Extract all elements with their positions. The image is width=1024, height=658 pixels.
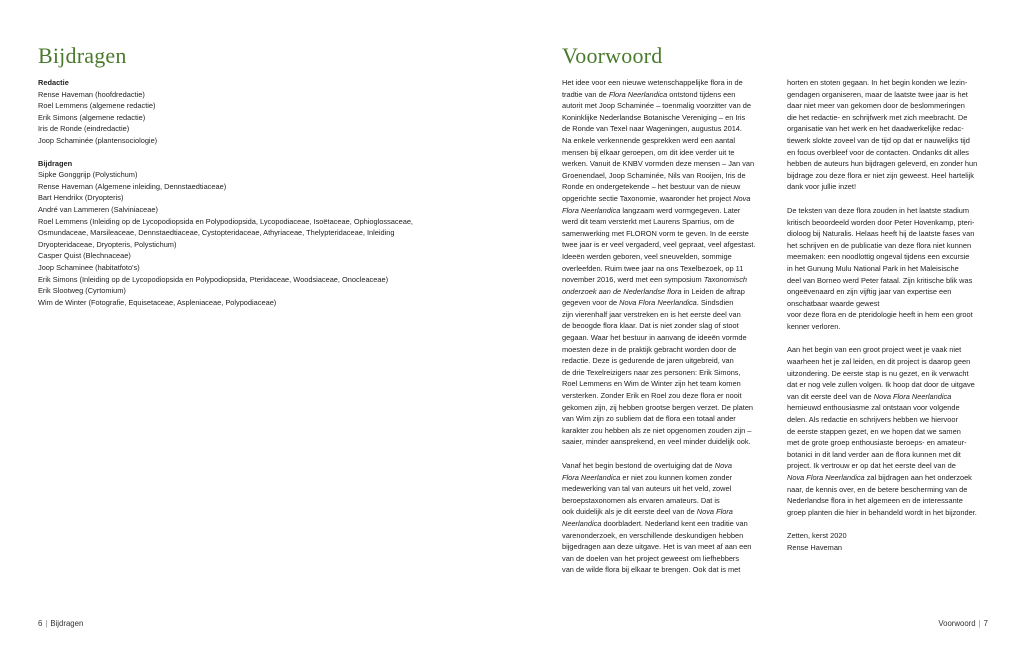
text-line: zijn vierenhalf jaar verstreken en is het eerste deel van bbox=[562, 309, 741, 319]
voorwoord-paragraph bbox=[787, 344, 987, 518]
text-line: Groenendael, Joop Schaminée, Nils van Rooijen, Iris de bbox=[562, 170, 746, 180]
text-line: Koninklijke Nederlandse Botanische Vereniging – en Iris bbox=[562, 112, 746, 122]
footer-separator: | bbox=[45, 619, 48, 628]
text-line: Flora Neerlandica er niet zou kunnen komen zonder bbox=[562, 472, 733, 482]
voorwoord-paragraph bbox=[562, 77, 762, 448]
text-line: autorit met Joop Schaminée – toenmalig voorzitter van de bbox=[562, 101, 751, 111]
text-line: delen. Als redactie en schrijvers hebben we hiervoor bbox=[787, 415, 958, 425]
right-page bbox=[512, 0, 1024, 658]
text-line: Nova Flora Neerlandica zal bijdragen aan het onderzoek bbox=[787, 473, 972, 482]
page-title-bijdragen: Bijdragen bbox=[38, 43, 127, 68]
credits-line: Erik Simons (Inleiding op de Lycopodiopsida en Polypodiopsida, Pteridaceae, Woodsiaceae, Onocleaceae) bbox=[38, 274, 389, 284]
text-line: in het Gunung Mulu National Park in het Maleisische bbox=[787, 263, 959, 273]
text-line: daar niet meer van gekomen door de beslommeringen bbox=[787, 101, 965, 111]
text-line: moesten deze in de praktijk gebracht worden door de bbox=[562, 344, 737, 354]
text-line: Na enkele verkennende gesprekken werd een aantal bbox=[562, 135, 735, 145]
credits-line: Erik Simons (algemene redactie) bbox=[38, 112, 146, 122]
text-line: dank voor jullie inzet! bbox=[787, 182, 857, 192]
voorwoord-paragraph bbox=[787, 530, 987, 553]
text-line: Rense Haveman bbox=[787, 542, 843, 552]
text-line: project. Ik vertrouw er op dat het eerste deel van de bbox=[787, 461, 956, 471]
text-line: en focus overbleef voor de contacten. Ondanks dit alles bbox=[787, 147, 970, 157]
text-line: hebben de auteurs hun bijdragen geleverd, en zonder hun bbox=[787, 159, 978, 169]
credits-line: Erik Slootweg (Cyrtomium) bbox=[38, 286, 126, 296]
credits-line: Bart Hendrikx (Dryopteris) bbox=[38, 193, 124, 203]
text-line: werken. Vanuit de KNBV vormden deze mensen – Jan van bbox=[562, 159, 755, 169]
text-line: medewerking van tal van auteurs uit het veld, zowel bbox=[562, 484, 732, 494]
text-line: Ideeën werden geboren, veel sneuvelden, sommige bbox=[562, 251, 732, 261]
text-line: Vanaf het begin bestond de overtuiging dat de Nova bbox=[562, 461, 732, 470]
voorwoord-paragraph bbox=[562, 460, 762, 576]
text-line: gekomen zijn, zij hebben grootse bergen verzet. De platen bbox=[562, 402, 754, 412]
text-line: onderzoek aan de Nederlandse flora in Leiden de aftrap bbox=[562, 286, 745, 296]
text-line: Roel Lemmens en Wim de Winter zijn het team komen bbox=[562, 379, 741, 389]
credits-line: Dryopteridaceae, Dryopteris, Polystichum) bbox=[38, 239, 177, 249]
credits-line: Osmundaceae, Marsileaceae, Dennstaedtiaceae, Cystopteridaceae, Athyriaceae, Thelypteridaceae, Inleiding bbox=[38, 228, 395, 238]
credits-heading: Bijdragen bbox=[38, 158, 73, 168]
text-line: horten en stoten gegaan. In het begin konden we lezin- bbox=[787, 78, 968, 87]
text-line: opgerichte sectie Taxonomie, waaronder het project Nova bbox=[562, 193, 751, 203]
text-line: overleefden. Ruim twee jaar na ons Texelbezoek, op 11 bbox=[562, 263, 744, 273]
credits-line: Roel Lemmens (algemene redactie) bbox=[38, 101, 156, 111]
text-line: versterken. Zonder Erik en Roel zou deze flora er nooit bbox=[562, 391, 742, 401]
footer-separator: | bbox=[978, 619, 981, 628]
text-line: naar, de kennis over, en de betere bescherming van de bbox=[787, 484, 968, 494]
text-line: Zetten, kerst 2020 bbox=[787, 531, 847, 541]
page-number: 7 bbox=[983, 619, 988, 628]
text-line: dioloog bij Naturalis. Helaas heeft hij de laatste fases van bbox=[787, 229, 975, 239]
text-line: gegeven voor de Nova Flora Neerlandica. Sindsdien bbox=[562, 298, 734, 308]
credits-list bbox=[38, 77, 478, 308]
text-line: tradtie van de Flora Neerlandica ontstond tijdens een bbox=[562, 89, 736, 99]
text-line: de beoogde flora klaar. Dat is niet zonder slag of stoot bbox=[562, 321, 739, 331]
text-line: van de wilde flora bij elkaar te brengen. Ook dat is met bbox=[562, 565, 741, 575]
text-line: meemaken: een noodlottig ongeval tijdens een excursie bbox=[787, 252, 970, 262]
text-line: van dit eerste deel van de Nova Flora Neerlandica bbox=[787, 391, 952, 401]
text-line: organisatie van het werk en het daadwerkelijke redac- bbox=[787, 124, 964, 134]
credits-line: Iris de Ronde (eindredactie) bbox=[38, 124, 130, 134]
footer-left bbox=[38, 619, 83, 628]
credits-section-redactie bbox=[38, 77, 478, 147]
text-line: ook duidelijk als je dit eerste deel van de Nova Flora bbox=[562, 507, 733, 517]
voorwoord-paragraph bbox=[787, 205, 987, 333]
text-line: varenonderzoek, en verschillende deskundigen hebben bbox=[562, 530, 744, 540]
credits-line: Roel Lemmens (Inleiding op de Lycopodiopsida en Polypodiopsida, Lycopodiaceae, Isoëtaceae, Ophioglossaceae, bbox=[38, 216, 413, 226]
text-line: kritisch beoordeeld worden door Peter Hovenkamp, pteri- bbox=[787, 217, 975, 227]
text-line: de Ronde van Texel naar Wageningen, augustus 2014. bbox=[562, 124, 742, 134]
text-line: van de doelen van het project geweest om liefhebbers bbox=[562, 553, 740, 563]
voorwoord-column-2 bbox=[787, 77, 987, 566]
text-line: Flora Neerlandica langzaam werd vormgegeven. Later bbox=[562, 205, 741, 215]
text-line: bijgedragen aan deze uitgave. Het is van meet af aan een bbox=[562, 542, 752, 552]
credits-heading: Redactie bbox=[38, 78, 69, 87]
credits-line: André van Lammeren (Salviniaceae) bbox=[38, 204, 158, 214]
text-line: bijdrage zou deze flora er niet zijn geweest. Heel hartelijk bbox=[787, 170, 974, 180]
text-line: mensen bij elkaar geroepen, om dit idee verder uit te bbox=[562, 147, 735, 157]
text-line: werd dit team versterkt met Laurens Sparrius, om de bbox=[562, 217, 735, 227]
text-line: gendagen organiseren, maar de laatste twee jaar is het bbox=[787, 89, 968, 99]
credits-line: Joop Schaminée (plantensociologie) bbox=[38, 135, 158, 145]
text-line: uitzondering. De eerste stap is nu gezet, en ik verwacht bbox=[787, 368, 969, 378]
voorwoord-paragraph bbox=[787, 77, 987, 193]
credits-section-bijdragen bbox=[38, 158, 478, 309]
credits-line: Rense Haveman (hoofdredactie) bbox=[38, 89, 145, 99]
text-line: hernieuwd enthousiasme zal ontstaan voor volgende bbox=[787, 403, 960, 413]
text-line: beroepstaxonomen als ervaren amateurs. Dat is bbox=[562, 495, 720, 505]
text-line: voor deze flora en de pteridologie heeft in hem een groot bbox=[787, 310, 973, 320]
text-line: de drie Texelreizigers naar zes personen: Erik Simons, bbox=[562, 367, 741, 377]
text-line: karakter zou hebben als ze niet opgenomen zouden zijn – bbox=[562, 425, 752, 435]
text-line: waarheen het je zal leiden, en dit project is daarop geen bbox=[787, 357, 971, 367]
text-line: De teksten van deze flora zouden in het laatste stadium bbox=[787, 205, 970, 215]
text-line: dat er nog vele zullen volgen. Ik hoop dat door de uitgave bbox=[787, 380, 975, 390]
text-line: deel van Borneo werd Peter fataal. Zijn kritische blik was bbox=[787, 275, 973, 285]
credits-line: Wim de Winter (Fotografie, Equisetaceae, Aspleniaceae, Polypodiaceae) bbox=[38, 297, 277, 307]
text-line: kenner verloren. bbox=[787, 321, 841, 331]
text-line: tiewerk slokte zoveel van de tijd op dat er nauwelijks tijd bbox=[787, 135, 970, 145]
text-line: november 2016, werd met een symposium Taxonomisch bbox=[562, 275, 748, 285]
text-line: groep planten die hier in behandeld wordt in het bijzonder. bbox=[787, 507, 977, 517]
text-line: Ronde en ondergetekende – het bestuur van de nieuw bbox=[562, 182, 741, 192]
text-line: redactie. Deze is gedurende de jaren uitgebreid, van bbox=[562, 356, 734, 366]
text-line: gegaan. Waar het bestuur in aanvang de ideeën vormde bbox=[562, 333, 747, 343]
credits-line: Casper Quist (Blechnaceae) bbox=[38, 251, 131, 261]
text-line: samenwerking met FLORON vorm te geven. In de eerste bbox=[562, 228, 749, 238]
text-line: de eerste stappen gezet, en we hopen dat we samen bbox=[787, 426, 961, 436]
text-line: saaier, minder aansprekend, en veel minder duidelijk ook. bbox=[562, 437, 751, 447]
footer-right bbox=[938, 619, 988, 628]
text-line: twee jaar is er veel vergaderd, veel gepraat, veel afgestast. bbox=[562, 240, 756, 250]
voorwoord-column-1 bbox=[562, 77, 762, 588]
text-line: botanici in dit land verder aan de flora kunnen met dit bbox=[787, 449, 961, 459]
credits-line: Sipke Gonggrijp (Polystichum) bbox=[38, 170, 138, 180]
text-line: met de grote groep enthousiaste beroeps- en amateur- bbox=[787, 438, 967, 448]
credits-line: Joop Schaminee (habitatfoto's) bbox=[38, 262, 140, 272]
page-title-voorwoord: Voorwoord bbox=[562, 43, 663, 68]
text-line: Neerlandica doorbladert. Nederland kent een traditie van bbox=[562, 518, 748, 528]
text-line: Het idee voor een nieuwe wetenschappelijke flora in de bbox=[562, 78, 743, 87]
text-line: van Wim zijn zo subliem dat de flora een totaal ander bbox=[562, 414, 736, 424]
page-number: 6 bbox=[38, 619, 43, 628]
text-line: ongeëvenaard en zijn vijftig jaar van expertise een bbox=[787, 287, 952, 297]
credits-line: Rense Haveman (Algemene inleiding, Dennstaedtiaceae) bbox=[38, 181, 227, 191]
text-line: het schrijven en de publicatie van deze flora niet kunnen bbox=[787, 240, 972, 250]
footer-section: Bijdragen bbox=[50, 619, 84, 628]
footer-section: Voorwoord bbox=[938, 619, 976, 628]
text-line: onschatbaar waarde gewest bbox=[787, 298, 880, 308]
text-line: Nederlandse flora in het algemeen en de interessante bbox=[787, 496, 963, 506]
text-line: die het redactie- en schrijfwerk met zich meebracht. De bbox=[787, 112, 968, 122]
text-line: Aan het begin van een groot project weet je vaak niet bbox=[787, 345, 962, 355]
